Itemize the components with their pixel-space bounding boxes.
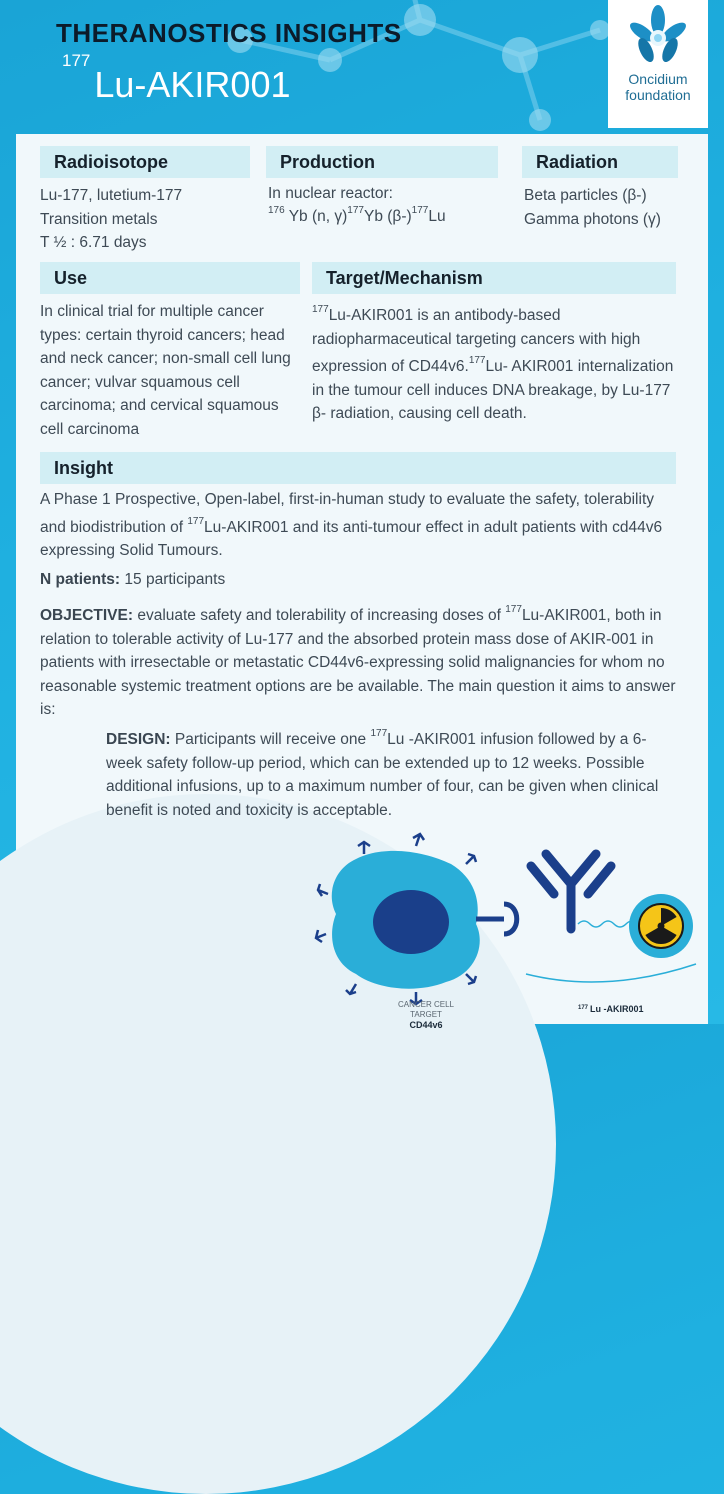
cell-label-line1: CANCER CELL [397, 1000, 455, 1009]
logo-name-line2: foundation [625, 87, 691, 103]
subtitle-isotope-number: 177 [62, 51, 91, 70]
arc-line [526, 964, 696, 982]
page-title: THERANOSTICS INSIGHTS [56, 18, 402, 48]
cell-nucleus [373, 890, 449, 954]
antibody-icon [531, 854, 611, 929]
radiation-line2: Gamma photons (γ) [524, 210, 661, 228]
cd44v6-receptor [476, 904, 517, 934]
radioisotope-line3: T ½ : 6.71 days [40, 234, 147, 251]
insight-intro: A Phase 1 Prospective, Open-label, first-in-human study to evaluate the safety, tolerability and biodistribution of $^{177}$Lu-AKIR001 and its anti-tumour effect in adult patients with cd44v6 expressing Solid Tumours. [40, 491, 663, 560]
radioisotope-line2: Transition metals [40, 210, 158, 228]
radiation-text [524, 184, 704, 231]
production-line1: In nuclear reactor: [268, 185, 393, 202]
mechanism-illustration [316, 824, 696, 1030]
radiation-badge [629, 894, 693, 958]
target-text: $^{177}$Lu-AKIR001 is an antibody-based radiopharmaceutical targeting cancers with high expression of CD44v6.$^{177}$Lu- AKIR001 internalization in the tumour cell induces DNA breakage, by Lu-177 β- radiation, causing cell death. [312, 304, 674, 423]
production-heading: Production [266, 146, 498, 178]
radioisotope-heading: Radioisotope [40, 146, 250, 178]
cell-label-line3: CD44v6 [409, 1020, 443, 1030]
page-subtitle [62, 51, 291, 106]
target-heading: Target/Mechanism [312, 262, 676, 294]
radioisotope-text [40, 184, 260, 255]
use-heading: Use [40, 262, 300, 294]
insight-patients: N patients: 15 participants [40, 571, 226, 588]
drug-label: Lu -AKIR001 [590, 1004, 644, 1014]
cell-label-line2: TARGET [410, 1010, 442, 1019]
subtitle-compound: Lu-AKIR001 [94, 64, 291, 105]
use-text: In clinical trial for multiple cancer types: certain thyroid cancers; head and neck cancer; non-small cell lung cancer; vulvar squamous cell carcinoma; and cervical squamous cell carcinoma [40, 303, 291, 438]
insight-heading: Insight [40, 452, 676, 484]
linker-wave [578, 921, 638, 927]
radiation-heading: Radiation [522, 146, 678, 178]
orchid-icon [626, 4, 690, 70]
content-panel [16, 134, 708, 1030]
production-reaction: $^{176}$ Yb (n, γ)$^{177}$Yb $(\beta-)^{177}Lu$ [268, 205, 446, 226]
drug-label-sup: 177 [578, 1005, 589, 1011]
production-text [268, 184, 508, 226]
oncidium-logo [608, 0, 708, 128]
logo-name-line1: Oncidium [628, 71, 688, 87]
radioisotope-line1: Lu-177, lutetium-177 [40, 187, 183, 204]
insight-objective: OBJECTIVE: evaluate safety and tolerability of increasing doses of $^{177}$Lu-AKIR001, both in relation to tolerable activity of Lu-177 and the absorbed protein mass dose of AKIR-001 in patients with irresectable or metastatic CD44v6-expressing solid malignancies for whom no reasonable systemic treatment options are be available. The main question it aims to answer is: [40, 604, 676, 719]
insight-design: DESIGN: Participants will receive one $^{177}$Lu -AKIR001 infusion followed by a 6-week safety follow-up period, which can be extended up to 12 weeks. Possible additional infusions, up to a maximum number of four, can be given when clinical benefit is noted and toxicity is acceptable. [106, 728, 659, 819]
radiation-line1: Beta particles (β-) [524, 187, 647, 204]
